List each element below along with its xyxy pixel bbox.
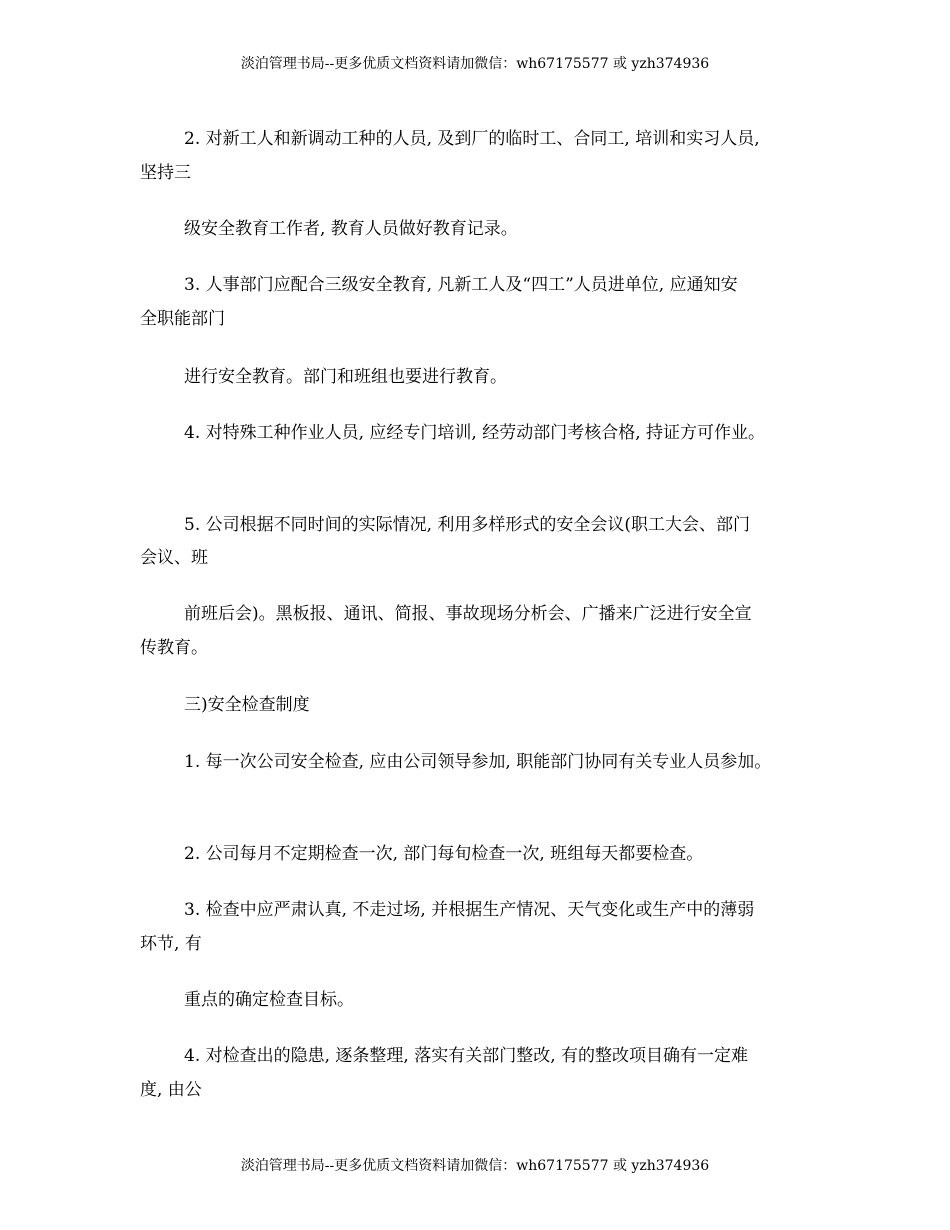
paragraph-line: 全职能部门 xyxy=(140,309,225,329)
page-footer: 淡泊管理书局--更多优质文档资料请加微信：wh67175577 或 yzh374936 xyxy=(240,1158,710,1174)
section-heading: 三)安全检查制度 xyxy=(184,695,310,715)
paragraph-line: 进行安全教育。部门和班组也要进行教育。 xyxy=(184,367,507,387)
paragraph-line: 1. 每一次公司安全检查, 应由公司领导参加, 职能部门协同有关专业人员参加。 xyxy=(184,752,772,772)
paragraph-line: 3. 检查中应严肃认真, 不走过场, 并根据生产情况、天气变化或生产中的薄弱 xyxy=(184,900,755,920)
paragraph-line: 4. 对特殊工种作业人员, 应经专门培训, 经劳动部门考核合格, 持证方可作业。 xyxy=(184,423,766,443)
paragraph-line: 3. 人事部门应配合三级安全教育, 凡新工人及“四工”人员进单位, 应通知安 xyxy=(184,275,738,295)
paragraph-line: 级安全教育工作者, 教育人员做好教育记录。 xyxy=(184,219,518,239)
paragraph-line: 坚持三 xyxy=(140,163,191,183)
page-header: 淡泊管理书局--更多优质文档资料请加微信：wh67175577 或 yzh374936 xyxy=(240,56,710,72)
paragraph-line: 会议、班 xyxy=(140,548,208,568)
paragraph-line: 度, 由公 xyxy=(140,1080,202,1100)
paragraph-line: 环节, 有 xyxy=(140,934,202,954)
paragraph-line: 5. 公司根据不同时间的实际情况, 利用多样形式的安全会议(职工大会、部门 xyxy=(184,515,751,535)
paragraph-line: 2. 对新工人和新调动工种的人员, 及到厂的临时工、合同工, 培训和实习人员, xyxy=(184,129,760,149)
paragraph-line: 重点的确定检查目标。 xyxy=(184,990,354,1010)
paragraph-line: 前班后会)。黑板报、通讯、简报、事故现场分析会、广播来广泛进行安全宣 xyxy=(184,604,752,624)
paragraph-line: 2. 公司每月不定期检查一次, 部门每旬检查一次, 班组每天都要检查。 xyxy=(184,844,704,864)
paragraph-line: 传教育。 xyxy=(140,638,208,658)
paragraph-line: 4. 对检查出的隐患, 逐条整理, 落实有关部门整改, 有的整改项目确有一定难 xyxy=(184,1046,749,1066)
